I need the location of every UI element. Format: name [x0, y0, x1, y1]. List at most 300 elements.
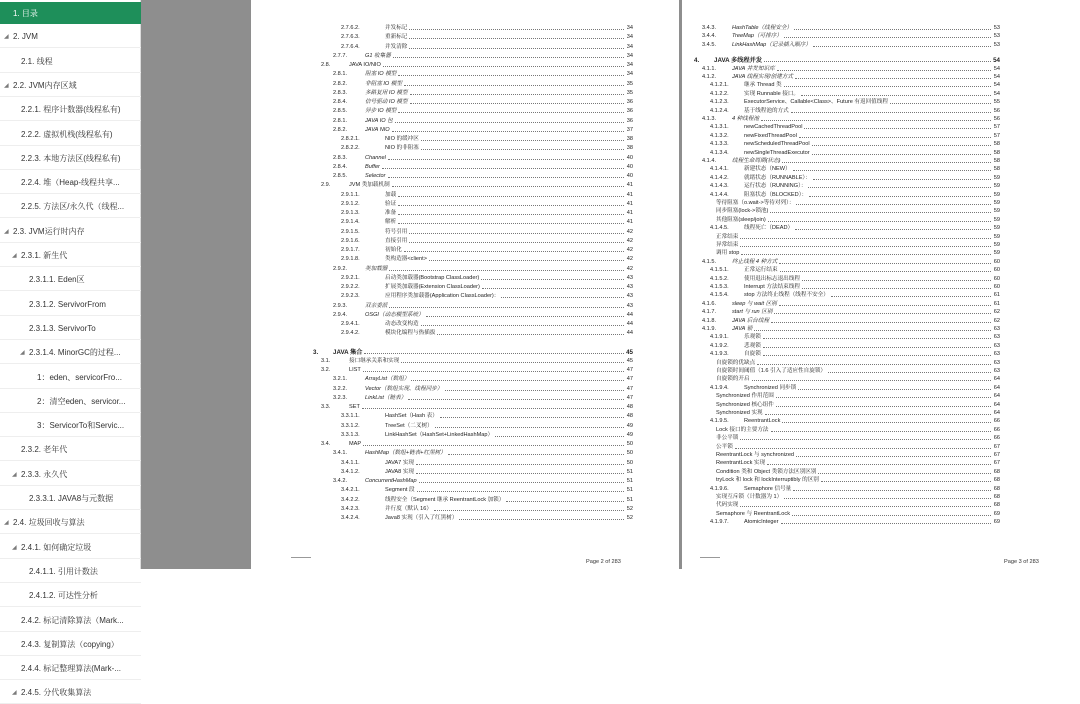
toc-entry[interactable] — [251, 302, 679, 311]
toc-entry-page: 63 — [993, 342, 1000, 349]
toc-entry-title: TreeMap（可排序） — [732, 33, 782, 40]
toc-entry[interactable] — [251, 320, 679, 329]
outline-item-label: 2.2.3. 本地方法区(线程私有) — [21, 153, 121, 163]
expand-triangle-icon[interactable]: ◢ — [12, 471, 17, 478]
toc-entry-title: Interrupt 方法结束线程 — [744, 284, 800, 290]
toc-entry-number: 4.1.3.1. — [710, 124, 729, 131]
toc-entry-page: 40 — [626, 173, 633, 179]
outline-item[interactable] — [0, 172, 141, 194]
toc-entry[interactable] — [251, 366, 679, 375]
outline-item-label: 1. 目录 — [13, 8, 38, 18]
toc-entry[interactable] — [682, 518, 1080, 527]
leader-dots — [774, 313, 991, 314]
toc-entry[interactable] — [251, 385, 679, 394]
toc-entry-number: 2.9.4.2. — [341, 330, 360, 337]
toc-entry[interactable] — [251, 126, 679, 135]
toc-entry[interactable] — [251, 440, 679, 449]
leader-dots — [771, 431, 991, 432]
toc-entry-title: 其他阻塞(sleep/join) — [716, 216, 766, 223]
toc-entry-title: SET — [349, 404, 360, 410]
page-number-label: Page 3 of 283 — [1004, 559, 1039, 565]
leader-dots — [388, 177, 624, 178]
outline-item[interactable] — [0, 124, 141, 146]
toc-entry[interactable] — [251, 24, 679, 33]
toc-entry-number: 2.9.1.5. — [341, 228, 360, 235]
outline-item-label: 2.4.1.1. 引用计数法 — [29, 566, 98, 576]
outline-item-label: 2.3.3. 永久代 — [21, 469, 68, 479]
toc-entry-title: Condition 类和 Object 类锁方法区别区别 — [716, 468, 817, 475]
leader-dots — [812, 154, 991, 155]
toc-entry[interactable] — [251, 431, 679, 440]
toc-entry-title: stop 方法终止线程（线程不安全） — [744, 292, 829, 299]
toc-entry-title: 使用退出标志退出线程 — [744, 275, 800, 282]
toc-entry[interactable] — [251, 172, 679, 181]
toc-entry-page: 50 — [626, 450, 633, 457]
toc-entry-number: 3.4.1. — [333, 450, 347, 457]
outline-item-label: 2.2.4. 堆（Heap-线程共享... — [21, 178, 120, 188]
toc-entry-title: newCachedThreadPool — [744, 124, 803, 131]
toc-entry[interactable] — [251, 33, 679, 42]
leader-dots — [763, 338, 991, 339]
toc-entry-page: 43 — [626, 274, 633, 281]
leader-dots — [757, 364, 991, 365]
outline-item-label: 2.2.1. 程序计数器(线程私有) — [21, 105, 121, 115]
outline-item[interactable] — [0, 342, 141, 364]
toc-entry-number: 2.7.6.3. — [341, 34, 360, 41]
toc-entry-page: 63 — [993, 334, 1000, 341]
outline-item[interactable] — [0, 512, 141, 534]
leader-dots — [794, 29, 991, 30]
leader-dots — [435, 427, 624, 428]
toc-entry-page: 56 — [993, 107, 1000, 114]
leader-dots — [388, 159, 624, 160]
toc-entry[interactable] — [251, 477, 679, 486]
toc-entry-number: 4.1.4.4. — [710, 191, 729, 198]
outline-item[interactable] — [0, 391, 141, 413]
toc-entry[interactable] — [251, 191, 679, 200]
toc-entry[interactable] — [251, 422, 679, 431]
toc-entry-title: ReentrantLock 实现 — [716, 460, 766, 467]
toc-entry-title: 实现 Runnable 接口。 — [744, 90, 800, 97]
expand-triangle-icon[interactable]: ◢ — [20, 350, 25, 357]
outline-item-label: 2.3.3.1. JAVA8与元数据 — [29, 494, 114, 503]
toc-entry-number: 4.1.5.4. — [710, 292, 729, 299]
toc-entry[interactable] — [251, 496, 679, 505]
toc-entry-page: 67 — [993, 452, 1000, 458]
toc-entry-title: Java8 实现（引入了红黑树） — [385, 515, 458, 521]
outline-item[interactable] — [0, 196, 141, 218]
toc-entry-number: 3.2.1. — [333, 376, 347, 383]
outline-item[interactable] — [0, 294, 141, 316]
toc-entry[interactable] — [251, 265, 679, 274]
toc-entry-title: JAVA 后台线程 — [732, 317, 770, 324]
leader-dots — [813, 179, 991, 180]
outline-item-label: 2.3.1.1. Eden区 — [29, 275, 85, 285]
toc-entry-page: 56 — [993, 116, 1000, 122]
toc-entry-page: 47 — [626, 385, 633, 392]
toc-entry-page: 53 — [993, 41, 1000, 48]
toc-entry-page: 47 — [626, 367, 633, 373]
toc-entry[interactable] — [251, 505, 679, 514]
leader-dots — [429, 260, 624, 261]
toc-entry-title: 符号引用 — [385, 228, 408, 235]
leader-dots — [409, 48, 624, 49]
page-number-label: Page 2 of 283 — [586, 559, 621, 565]
toc-entry-page: 66 — [993, 435, 1000, 442]
outline-item[interactable] — [0, 415, 141, 437]
toc-entry[interactable] — [251, 80, 679, 89]
leader-dots — [398, 223, 624, 224]
outline-item[interactable] — [0, 269, 141, 291]
outline-item[interactable] — [0, 51, 141, 73]
outline-item[interactable] — [0, 2, 141, 24]
toc-entry[interactable] — [251, 163, 679, 172]
outline-item[interactable] — [0, 658, 141, 680]
leader-dots — [776, 406, 991, 407]
toc-entry-page: 41 — [626, 182, 633, 189]
toc-entry-number: 2.9.4. — [333, 311, 347, 318]
toc-entry[interactable] — [251, 283, 679, 292]
expand-triangle-icon[interactable]: ◢ — [12, 544, 17, 551]
toc-entry-title: LinkList（链表） — [365, 394, 407, 401]
leader-dots — [801, 95, 991, 96]
leader-dots — [779, 263, 991, 264]
toc-entry-title: 初始化 — [385, 247, 402, 253]
outline-item[interactable] — [0, 75, 141, 97]
toc-entry[interactable] — [251, 274, 679, 283]
toc-entry-number: 4.1.3. — [702, 116, 716, 122]
toc-entry-number: 3.4.2.4. — [341, 515, 360, 521]
toc-entry-number: 3.3. — [321, 404, 331, 410]
toc-entry-number: 3.1. — [321, 357, 331, 364]
leader-dots — [784, 37, 991, 38]
leader-dots — [782, 162, 991, 163]
toc-entry[interactable] — [251, 514, 679, 523]
toc-entry-number: 3.4.2.2. — [341, 496, 360, 503]
toc-entry-page: 42 — [626, 228, 633, 235]
toc-entry-page: 68 — [993, 494, 1000, 500]
toc-entry-title: JAVA NIO — [365, 126, 390, 133]
outline-item[interactable] — [0, 221, 141, 243]
toc-entry-title: Synchronized 实现 — [716, 410, 763, 416]
toc-entry-page: 66 — [993, 418, 1000, 425]
toc-entry[interactable] — [251, 154, 679, 163]
toc-entry-page: 60 — [993, 275, 1000, 282]
leader-dots — [821, 481, 991, 482]
toc-entry-title: Semaphore 信号量 — [744, 485, 792, 492]
leader-dots — [802, 280, 991, 281]
toc-entry[interactable] — [251, 449, 679, 458]
toc-entry-page: 59 — [993, 191, 1000, 198]
leader-dots — [754, 330, 991, 331]
toc-entry-title: OSGI（动态模型系统） — [365, 311, 424, 318]
expand-triangle-icon[interactable]: ◢ — [12, 690, 17, 697]
toc-entry[interactable] — [251, 107, 679, 116]
toc-entry-page: 47 — [626, 394, 633, 401]
toc-entry[interactable] — [251, 181, 679, 190]
toc-entry-number: 2.9.1.3. — [341, 210, 360, 216]
toc-entry-page: 41 — [626, 200, 633, 207]
outline-item[interactable] — [0, 585, 141, 607]
leader-dots — [506, 501, 624, 502]
expand-triangle-icon[interactable]: ◢ — [4, 34, 9, 41]
leader-dots — [890, 103, 991, 104]
toc-entry-number: 3.4.3. — [702, 25, 716, 31]
toc-entry-page: 63 — [993, 359, 1000, 366]
expand-triangle-icon[interactable]: ◢ — [4, 228, 9, 235]
toc-entry-title: AtomicInteger — [744, 519, 779, 526]
toc-entry-title: 双亲委派 — [365, 302, 388, 309]
toc-entry-page: 69 — [993, 519, 1000, 526]
toc-entry-number: 2.9. — [321, 182, 331, 189]
toc-entry-page: 59 — [993, 225, 1000, 232]
toc-entry[interactable] — [251, 246, 679, 255]
document-viewer[interactable] — [141, 0, 1080, 569]
leader-dots — [828, 372, 991, 373]
outline-item-label: 2.3.1.2. ServivorFrom — [29, 299, 106, 309]
toc-entry[interactable] — [251, 200, 679, 209]
toc-entry-title: JAVA7 实现 — [385, 459, 415, 466]
outline-item[interactable] — [0, 464, 141, 486]
toc-entry-page: 58 — [993, 166, 1000, 173]
toc-entry-title: 接口继承关系和实现 — [349, 357, 400, 364]
outline-item-label: 2.4.4. 标记整理算法(Mark-... — [21, 664, 122, 674]
toc-entry-number: 2.8.1. — [333, 117, 347, 124]
toc-entry[interactable] — [251, 144, 679, 153]
toc-entry[interactable] — [251, 228, 679, 237]
toc-entry-page: 48 — [626, 413, 633, 420]
toc-entry-page: 36 — [626, 99, 633, 105]
toc-entry-number: 3.4.1.2. — [341, 468, 360, 475]
toc-entry-title: 线程生命周期(状态) — [732, 158, 781, 164]
toc-entry-title: 正常结束 — [716, 233, 739, 240]
leader-dots — [392, 131, 624, 132]
toc-entry[interactable] — [251, 255, 679, 264]
toc-entry-title: JAVA 多线程并发 — [714, 57, 763, 65]
toc-entry-title: 准备 — [385, 210, 397, 216]
toc-entry-page: 38 — [626, 145, 633, 152]
toc-entry-number: 4.1.4.5. — [710, 225, 729, 232]
toc-entry[interactable] — [251, 98, 679, 107]
toc-entry-title: Buffer — [365, 163, 380, 170]
toc-entry-number: 2.9.1.7. — [341, 247, 360, 253]
outline-item[interactable] — [0, 26, 141, 48]
outline-item[interactable] — [0, 99, 141, 121]
outline-item[interactable] — [0, 682, 141, 704]
toc-entry-page: 34 — [626, 25, 633, 31]
toc-entry[interactable] — [251, 375, 679, 384]
outline-item[interactable] — [0, 439, 141, 461]
leader-dots — [448, 454, 624, 455]
toc-entry-page: 50 — [626, 441, 633, 447]
toc-entry[interactable] — [251, 117, 679, 126]
toc-entry-title: 加载 — [385, 191, 397, 198]
leader-dots — [740, 246, 991, 247]
toc-entry[interactable] — [251, 468, 679, 477]
toc-entry-title: 类加载器 — [365, 265, 388, 272]
toc-entry[interactable] — [251, 61, 679, 70]
toc-entry[interactable] — [251, 209, 679, 218]
toc-entry-page: 61 — [993, 300, 1000, 307]
toc-entry-title: 就绪状态（RUNNABLE）： — [744, 174, 811, 181]
leader-dots — [776, 397, 991, 398]
page-footer — [251, 555, 679, 569]
toc-entry-title: 扩展类加载器(Extension ClassLoader) — [385, 284, 480, 290]
toc-entry-number: 2.8.2.2. — [341, 145, 360, 152]
leader-dots — [795, 78, 991, 79]
toc-entry-page: 40 — [626, 163, 633, 170]
outline-item-label: 2.3.1.3. ServivorTo — [29, 323, 96, 333]
toc-entry[interactable] — [251, 403, 679, 412]
outline-item-label: 2.2. JVM内存区域 — [13, 80, 77, 90]
toc-entry-page: 35 — [626, 89, 633, 96]
toc-entry-title: 正常运行结束 — [744, 267, 778, 274]
toc-entry[interactable] — [251, 357, 679, 366]
toc-entry-title: Segment 段 — [385, 487, 415, 494]
toc-entry-page: 59 — [993, 216, 1000, 223]
toc-entry-page: 34 — [626, 71, 633, 78]
leader-dots — [771, 322, 991, 323]
toc-entry[interactable] — [251, 70, 679, 79]
toc-entry-title: 继承 Thread 类 — [744, 82, 782, 89]
leader-dots — [401, 362, 624, 363]
outline-item-label: 2.1. 线程 — [21, 56, 53, 66]
leader-dots — [804, 128, 991, 129]
leader-dots — [416, 464, 624, 465]
outline-item-label: 2.3. JVM运行时内存 — [13, 226, 85, 236]
outline-item[interactable] — [0, 488, 141, 510]
leader-dots — [752, 380, 991, 381]
toc-entry-page: 54 — [993, 74, 1000, 80]
toc-entry-number: 2.9.1.2. — [341, 200, 360, 207]
toc-entry-page: 68 — [993, 468, 1000, 475]
outline-item[interactable] — [0, 610, 141, 632]
leader-dots — [362, 408, 624, 409]
toc-entry-title: Selector — [365, 173, 386, 179]
leader-dots — [410, 103, 624, 104]
toc-entry-page: 64 — [993, 376, 1000, 383]
toc-entry-title: newSingleThreadExecutor — [744, 149, 810, 156]
toc-entry[interactable] — [251, 329, 679, 338]
leader-dots — [764, 61, 991, 62]
toc-entry[interactable] — [251, 135, 679, 144]
toc-entry[interactable] — [251, 218, 679, 227]
toc-entry[interactable] — [251, 459, 679, 468]
toc-entry-number: 2.8. — [321, 62, 331, 68]
toc-entry-number: 4.1.9.3. — [710, 351, 729, 358]
toc-entry-number: 2.7.6.4. — [341, 43, 360, 50]
expand-triangle-icon[interactable]: ◢ — [4, 520, 9, 527]
toc-entry-page: 67 — [993, 460, 1000, 467]
toc-entry-number: 2.9.1.4. — [341, 219, 360, 226]
toc-entry-number: 4.1.5.2. — [710, 275, 729, 282]
leader-dots — [389, 307, 624, 308]
leader-dots — [482, 288, 624, 289]
toc-entry-page: 59 — [993, 242, 1000, 248]
toc-entry[interactable] — [251, 43, 679, 52]
leader-dots — [421, 140, 624, 141]
toc-entry-title: 同步阻塞(lock->锁池) — [716, 208, 769, 215]
expand-triangle-icon[interactable]: ◢ — [12, 253, 17, 259]
toc-entry-title: HashMap（数组+链表+红黑树） — [365, 450, 446, 457]
toc-entry-page: 49 — [626, 422, 633, 429]
toc-entry-page: 59 — [993, 250, 1000, 257]
toc-entry[interactable] — [251, 348, 679, 357]
outline-item-label: 2.4.5. 分代收集算法 — [21, 688, 92, 698]
toc-entry[interactable] — [251, 89, 679, 98]
expand-triangle-icon[interactable]: ◢ — [4, 82, 9, 89]
leader-dots — [409, 29, 624, 30]
toc-entry[interactable] — [251, 52, 679, 61]
toc-entry-page: 57 — [993, 124, 1000, 131]
toc-entry-number: 2.9.1.6. — [341, 237, 360, 244]
outline-item[interactable] — [0, 367, 141, 389]
leader-dots — [777, 70, 991, 71]
toc-entry-number: 2.9.1.8. — [341, 256, 360, 263]
toc-entry-page: 68 — [993, 502, 1000, 509]
leader-dots — [763, 355, 991, 356]
outline-item[interactable] — [0, 561, 141, 583]
toc-entry-title: 线程死亡（DEAD） — [744, 225, 794, 232]
toc-entry-number: 3.4.2.3. — [341, 505, 360, 512]
toc-entry-title: 自旋锁的开启 — [716, 376, 750, 383]
toc-entry-page: 34 — [626, 43, 633, 50]
leader-dots — [793, 170, 991, 171]
toc-entry-page: 63 — [993, 326, 1000, 332]
toc-entry[interactable] — [251, 394, 679, 403]
toc-entry-page: 59 — [993, 174, 1000, 181]
toc-entry[interactable] — [251, 412, 679, 421]
leader-dots — [831, 296, 991, 297]
toc-entry-number: 3.3.1.2. — [341, 422, 360, 429]
outline-item[interactable] — [0, 245, 141, 267]
toc-entry[interactable] — [251, 311, 679, 320]
leader-dots — [767, 464, 991, 465]
toc-entry-number: 4.1.9.1. — [710, 334, 729, 341]
toc-entry-page: 58 — [993, 158, 1000, 164]
toc-entry-page: 48 — [626, 404, 633, 410]
toc-entry-title: 阻塞 IO 模型 — [365, 71, 397, 78]
leader-dots — [765, 414, 991, 415]
toc-entry-title: Synchronized 核心组件 — [716, 401, 774, 408]
toc-entry-title: sleep 与 wait 区别 — [732, 300, 777, 307]
leader-dots — [409, 38, 624, 39]
pdf-page-2 — [251, 0, 679, 569]
toc-entry[interactable] — [251, 292, 679, 301]
outline-item[interactable] — [0, 537, 141, 559]
toc-entry-page: 51 — [626, 468, 633, 475]
leader-dots — [416, 473, 624, 474]
toc-entry-title: Lock 接口的主要方法 — [716, 426, 769, 433]
toc-entry-title: 非阻塞 IO 模型 — [365, 80, 402, 87]
leader-dots — [389, 270, 624, 271]
outline-item[interactable] — [0, 318, 141, 340]
outline-item[interactable] — [0, 634, 141, 656]
toc-entry[interactable] — [251, 486, 679, 495]
leader-dots — [398, 75, 624, 76]
toc-entry[interactable] — [251, 237, 679, 246]
toc-entry-page: 59 — [993, 200, 1000, 206]
toc-entry-title: 运行状态（RUNNING）： — [744, 183, 807, 190]
toc-entry-page: 47 — [626, 376, 633, 383]
toc-entry-title: 新建状态（NEW） — [744, 166, 791, 173]
outline-item[interactable] — [0, 148, 141, 170]
toc-entry-page: 67 — [993, 443, 1000, 450]
toc-entry-title: newFixedThreadPool — [744, 132, 797, 139]
toc-entry[interactable] — [682, 41, 1080, 50]
toc-entry-page: 54 — [993, 57, 1000, 65]
toc-entry-title: JAVA 集合 — [333, 348, 363, 356]
